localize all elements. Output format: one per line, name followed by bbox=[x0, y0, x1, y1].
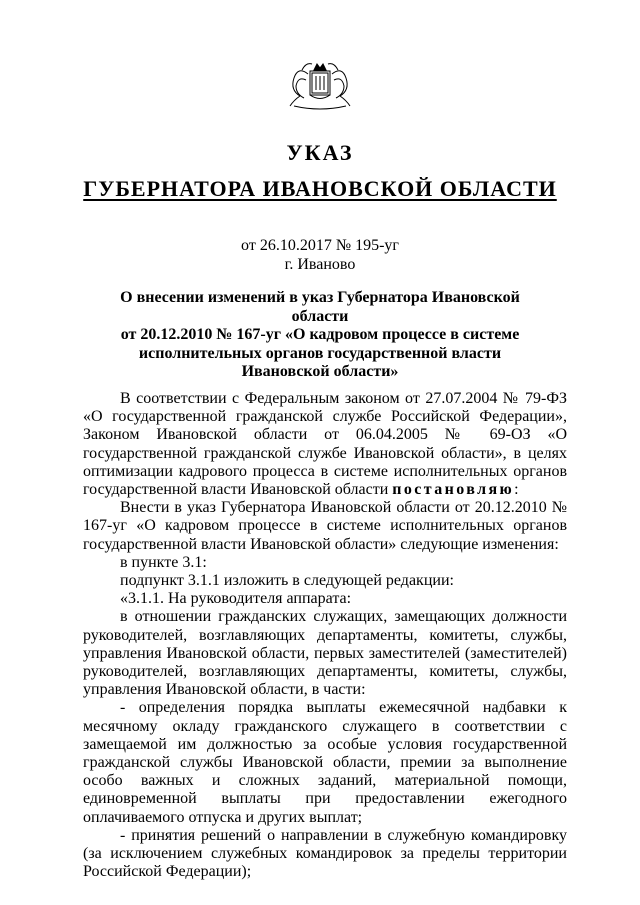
paragraph-item-payments: - определения порядка выплаты ежемесячной надбавки к месячному окладу гражданского служащего в соответствии с замещаемой им должностью за особые условия государственной гражданской службы Ивановской области, премии за выполнение особо важных и сложных заданий, материальной помощи, единовременной выплаты при предоставлении ежегодного оплачиваемого отпуска и других выплат; bbox=[83, 699, 567, 826]
decree-date-number: от 26.10.2017 № 195-уг bbox=[241, 237, 399, 254]
subject-line: исполнительных органов государственной власти bbox=[138, 344, 502, 362]
paragraph-new-text: «3.1.1. На руководителя аппарата: bbox=[120, 590, 352, 608]
decree-subtitle bbox=[0, 176, 640, 202]
decree-body bbox=[83, 390, 567, 881]
coat-of-arms-emblem bbox=[284, 56, 356, 112]
paragraph-clause: в пункте 3.1: bbox=[120, 553, 207, 571]
decree-subtitle-text: ГУБЕРНАТОРА ИВАНОВСКОЙ ОБЛАСТИ bbox=[83, 176, 557, 201]
paragraph-amend-intro: Внести в указ Губернатора Ивановской области от 20.12.2010 № 167-уг «О кадровом процессе в системе исполнительных органов государственной власти Ивановской области» следующие изменения: bbox=[83, 499, 567, 553]
paragraph-subclause: подпункт 3.1.1 изложить в следующей редакции: bbox=[120, 572, 454, 590]
paragraph-scope: в отношении гражданских служащих, замещающих должности руководителей, возглавляющих департаменты, комитеты, службы, управления Ивановской области, первых заместителей (заместителей) руководителей, возглавляющих департаменты, комитеты, службы, управления Ивановской области, в части: bbox=[83, 608, 567, 699]
decree-subject bbox=[90, 289, 550, 382]
paragraph-item-travel: - принятия решений о направлении в служебную командировку (за исключением служебных командировок за пределы территории Российской Федерации); bbox=[83, 826, 567, 881]
subject-line: Ивановской области» bbox=[241, 363, 399, 380]
paragraph-preamble bbox=[83, 390, 567, 499]
subject-line: от 20.12.2010 № 167-уг «О кадровом процессе в системе bbox=[120, 326, 520, 343]
resolve-keyword: постановляю bbox=[392, 481, 515, 499]
decree-city: г. Иваново bbox=[284, 256, 356, 273]
preamble-colon: : bbox=[514, 481, 519, 499]
preamble-text: В соответствии с Федеральным законом от 27.07.2004 № 79-ФЗ «О государственной гражданской службе Российской Федерации», Законом Ивановской области от 06.04.2005 № 69-ОЗ «О государственной гражданской службе Ивановской области», в целях оптимизации кадрового процесса в системе исполнительных органов государственной власти Ивановской области bbox=[83, 390, 567, 499]
subject-line: О внесении изменений в указ Губернатора Ивановской области bbox=[120, 289, 520, 325]
decree-title: УКАЗ bbox=[286, 140, 354, 165]
